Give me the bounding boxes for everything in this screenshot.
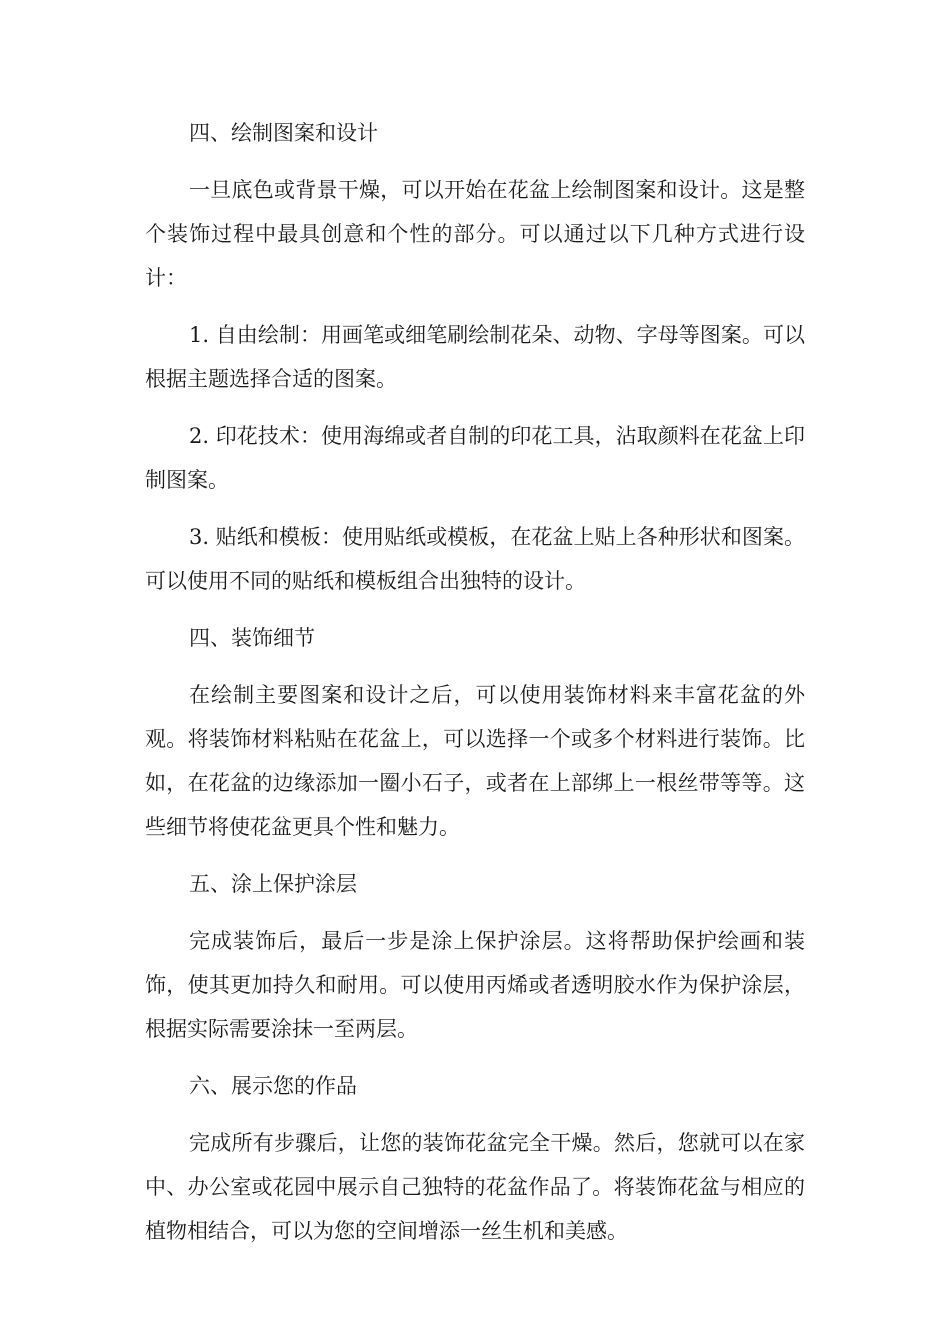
paragraph-draw-intro: 一旦底色或背景干燥，可以开始在花盆上绘制图案和设计。这是整个装饰过程中最具创意和个性的部分。可以通过以下几种方式进行设计： [145, 178, 805, 290]
section-heading-details: 四、装饰细节 [189, 626, 315, 650]
list-item-stickers: 3. 贴纸和模板：使用贴纸或模板，在花盆上贴上各种形状和图案。可以使用不同的贴纸和模板组合出独特的设计。 [145, 525, 805, 593]
document-body [145, 111, 805, 1266]
section-heading-coating: 五、涂上保护涂层 [189, 872, 357, 896]
paragraph-display: 完成所有步骤后，让您的装饰花盆完全干燥。然后，您就可以在家中、办公室或花园中展示自己独特的花盆作品了。将装饰花盆与相应的植物相结合，可以为您的空间增添一丝生机和美感。 [145, 1131, 805, 1243]
list-item-printing: 2. 印花技术：使用海绵或者自制的印花工具，沾取颜料在花盆上印制图案。 [145, 424, 805, 492]
paragraph-details: 在绘制主要图案和设计之后，可以使用装饰材料来丰富花盆的外观。将装饰材料粘贴在花盆上，可以选择一个或多个材料进行装饰。比如，在花盆的边缘添加一圈小石子，或者在上部绑上一根丝带等等。这些细节将使花盆更具个性和魅力。 [145, 683, 805, 839]
section-heading-display: 六、展示您的作品 [189, 1074, 357, 1098]
list-item-free-drawing: 1. 自由绘制：用画笔或细笔刷绘制花朵、动物、字母等图案。可以根据主题选择合适的图案。 [145, 323, 805, 391]
paragraph-coating: 完成装饰后，最后一步是涂上保护涂层。这将帮助保护绘画和装饰，使其更加持久和耐用。可以使用丙烯或者透明胶水作为保护涂层，根据实际需要涂抹一至两层。 [145, 929, 805, 1041]
section-heading-draw-patterns: 四、绘制图案和设计 [189, 121, 378, 145]
